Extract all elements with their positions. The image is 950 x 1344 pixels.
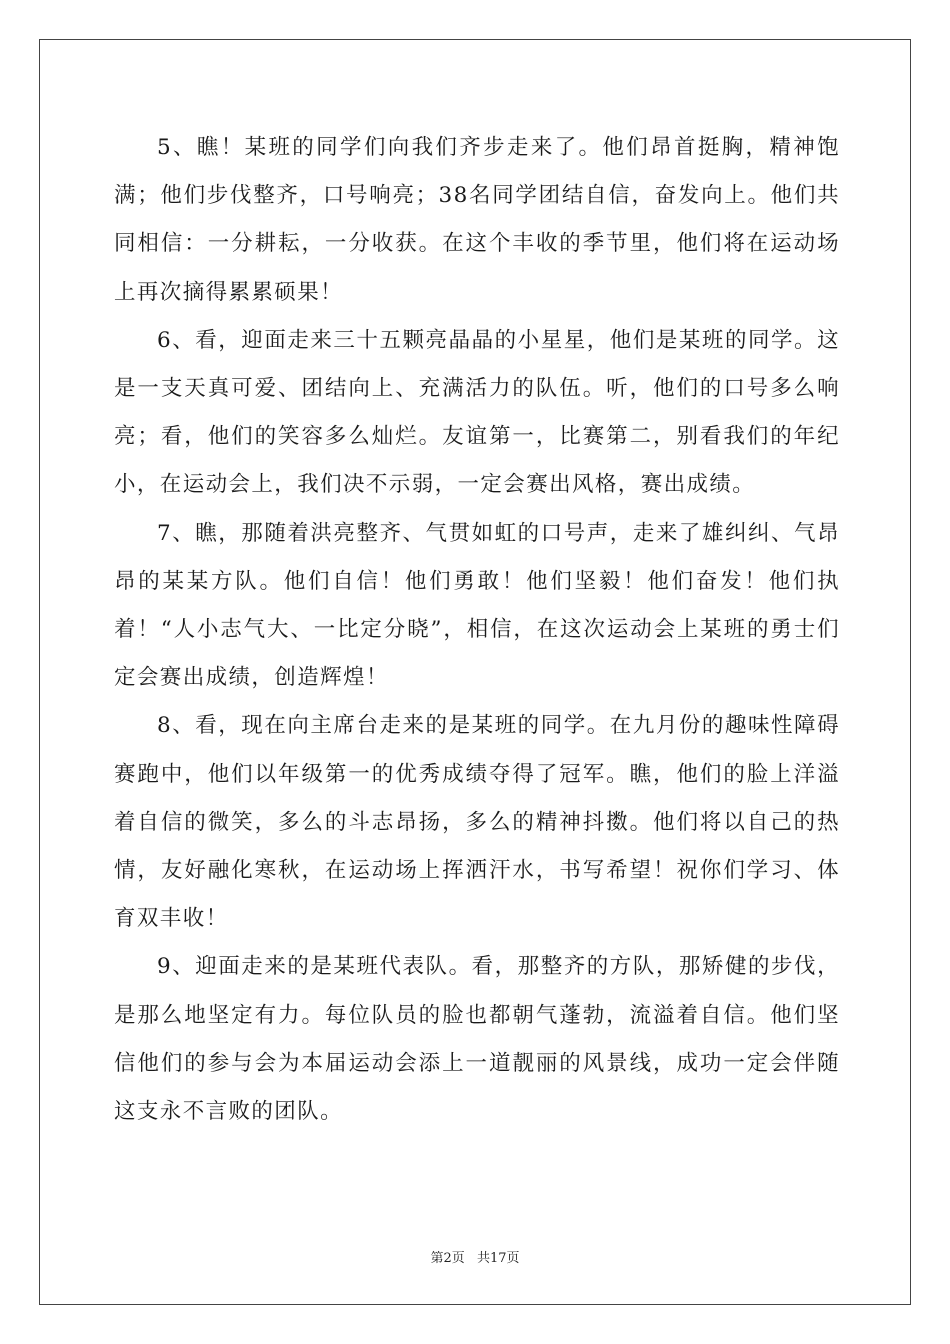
page-number: 第2页 xyxy=(430,1251,465,1266)
paragraph-8: 8、看，现在向主席台走来的是某班的同学。在九月份的趣味性障碍赛跑中，他们以年级第一的优秀成绩夺得了冠军。瞧，他们的脸上洋溢着自信的微笑，多么的斗志昂扬，多么的精神抖擞。他们将以自己的热情，友好融化寒秋，在运动场上挥洒汗水，书写希望！祝你们学习、体育双丰收！ xyxy=(114,713,840,932)
paragraph-6: 6、看，迎面走来三十五颗亮晶晶的小星星，他们是某班的同学。这是一支天真可爱、团结向上、充满活力的队伍。听，他们的口号多么响亮；看，他们的笑容多么灿烂。友谊第一，比赛第二，别看我们的年纪小，在运动会上，我们决不示弱，一定会赛出风格，赛出成绩。 xyxy=(114,327,840,498)
page-footer xyxy=(0,1247,950,1266)
page-total: 共17页 xyxy=(476,1251,520,1266)
document-body xyxy=(114,124,840,1136)
paragraph-5: 5、瞧！某班的同学们向我们齐步走来了。他们昂首挺胸，精神饱满；他们步伐整齐，口号响亮；38名同学团结自信，奋发向上。他们共同相信：一分耕耘，一分收获。在这个丰收的季节里，他们将在运动场上再次摘得累累硕果！ xyxy=(114,135,840,305)
paragraph-9: 9、迎面走来的是某班代表队。看，那整齐的方队，那矫健的步伐，是那么地坚定有力。每位队员的脸也都朝气蓬勃，流溢着自信。他们坚信他们的参与会为本届运动会添上一道靓丽的风景线，成功一定会伴随这支永不言败的团队。 xyxy=(114,954,840,1125)
paragraph-7: 7、瞧，那随着洪亮整齐、气贯如虹的口号声，走来了雄纠纠、气昂昂的某某方队。他们自信！他们勇敢！他们坚毅！他们奋发！他们执着！“人小志气大、一比定分晓”，相信，在这次运动会上某班的勇士们定会赛出成绩，创造辉煌！ xyxy=(114,520,840,691)
